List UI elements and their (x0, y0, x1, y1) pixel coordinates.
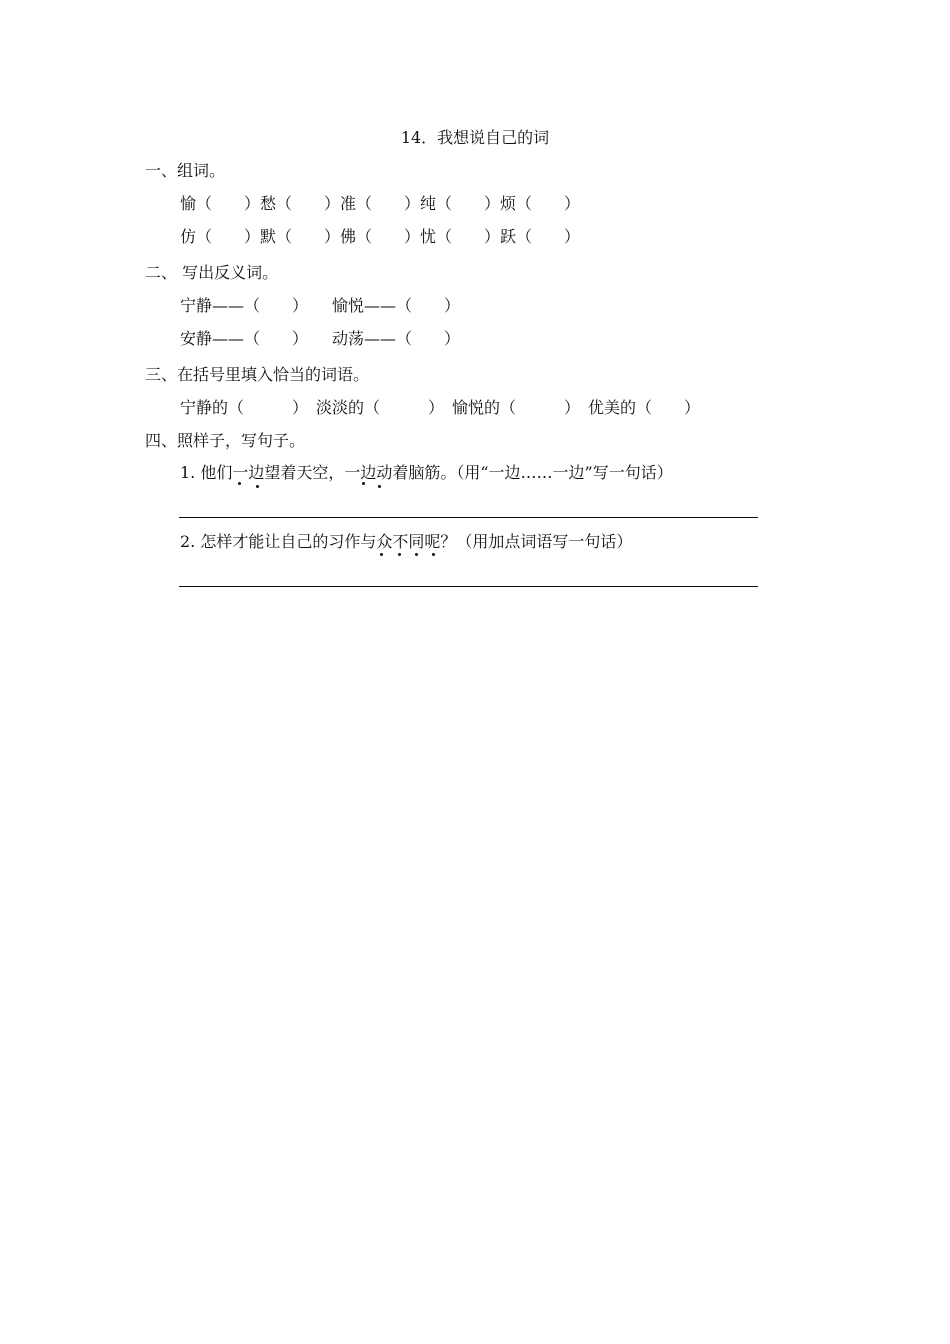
word-group-line-1: 愉（ ）愁（ ）准（ ）纯（ ）烦（ ） (180, 194, 581, 213)
emphasis-dot (380, 553, 383, 556)
answer-line-2[interactable] (179, 586, 758, 587)
word-group-line-2: 仿（ ）默（ ）佛（ ）忧（ ）跃（ ） (180, 227, 581, 246)
antonym-line-1: 宁静——（ ） 愉悦——（ ） (180, 296, 461, 315)
emphasis-dot (432, 553, 435, 556)
answer-line-1[interactable] (179, 517, 758, 518)
page-title: 14．我想说自己的词 (400, 128, 550, 147)
section-2-heading: 二、 写出反义词。 (145, 263, 279, 282)
sentence-example-1: 1. 他们一边望着天空，一边动着脑筋。（用“一边……一边”写一句话） (180, 463, 673, 482)
antonym-line-2: 安静——（ ） 动荡——（ ） (180, 329, 461, 348)
sentence-example-2: 2. 怎样才能让自己的习作与众不同呢？（用加点词语写一句话） (180, 532, 633, 551)
emphasis-dot (238, 482, 241, 485)
emphasis-dot (398, 553, 401, 556)
section-3-heading: 三、在括号里填入恰当的词语。 (145, 365, 370, 384)
emphasis-dot (362, 482, 365, 485)
emphasis-dot (415, 553, 418, 556)
fill-blank-line: 宁静的（ ） 淡淡的（ ） 愉悦的（ ） 优美的（ ） (180, 398, 701, 417)
emphasis-dot (256, 485, 259, 488)
emphasis-dot (378, 485, 381, 488)
section-4-heading: 四、照样子，写句子。 (145, 431, 306, 450)
section-1-heading: 一、组词。 (145, 161, 226, 180)
